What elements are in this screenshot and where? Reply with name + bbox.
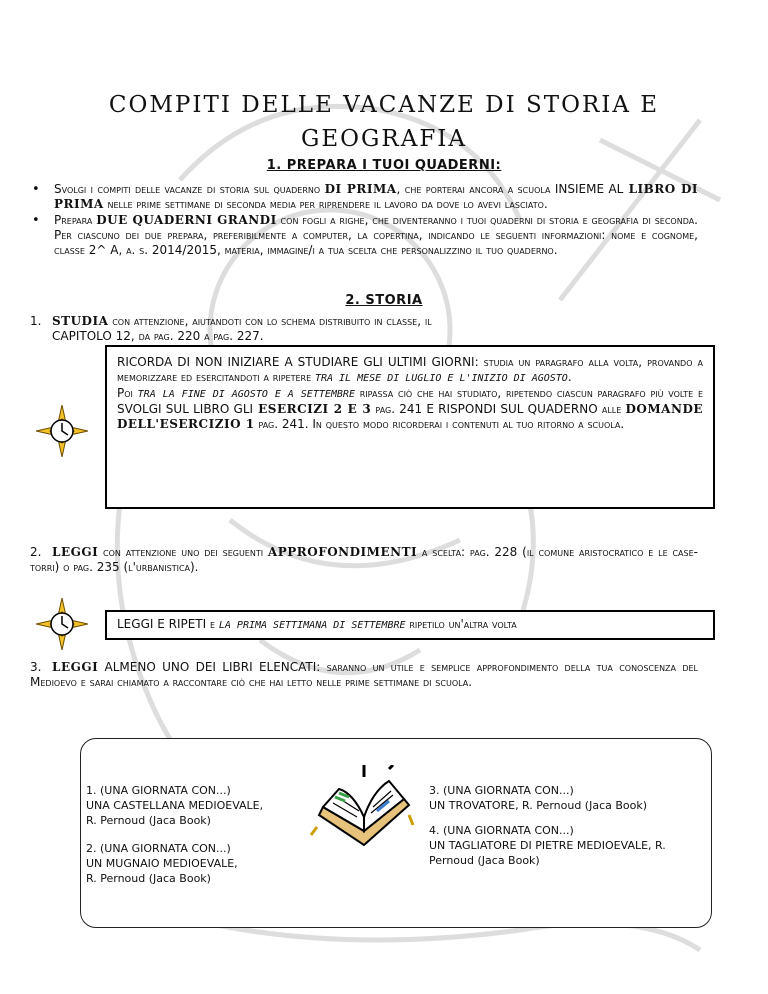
list-item: 4. (UNA GIORNATA CON...) UN TAGLIATORE DI PIETRE MEDIOEVALE, R. Pernoud (Jaca Book)	[429, 824, 666, 867]
storia-item-2: 2. LEGGI con attenzione uno dei seguenti APPROFONDIMENTI a scelta: pag. 228 (il comune aristocratico e le case-torri) o pag. 235 (l'urbanistica).	[30, 545, 698, 574]
list-item: 1. (UNA GIORNATA CON...) UNA CASTELLANA MEDIOEVALE, R. Pernoud (Jaca Book)	[86, 784, 264, 827]
section1-list	[30, 182, 698, 259]
open-book-icon	[309, 765, 419, 869]
page-title	[0, 88, 768, 156]
list-item: 2. (UNA GIORNATA CON...) UN MUGNAIO MEDIOEVALE, R. Pernoud (Jaca Book)	[86, 842, 238, 885]
section2-heading: 2. STORIA	[345, 293, 423, 308]
title-line-1: COMPITI DELLE VACANZE DI STORIA E	[108, 92, 660, 118]
title-line-2: GEOGRAFIA	[301, 126, 467, 152]
section1-heading: 1. PREPARA I TUOI QUADERNI:	[266, 158, 502, 173]
storia-item-3: 3. LEGGI ALMENO UNO DEI LIBRI ELENCATI: saranno un utile e semplice approfondimento della tua conoscenza del Medioevo e sarai chiamato a raccontare ciò che hai letto nelle prime settimane di scuola.	[30, 660, 699, 689]
list-item: • Svolgi i compiti delle vacanze di storia sul quaderno DI PRIMA, che porterai ancora a scuola INSIEME AL LIBRO DI PRIMA nelle prime settimane di seconda media per riprendere il lavoro da dove lo avevi lasciato.	[30, 182, 698, 212]
reminder-box: RICORDA DI NON INIZIARE A STUDIARE GLI ULTIMI GIORNI: studia un paragrafo alla volta, provando a memorizzare ed esercitandoti a ripetere TRA IL MESE DI LUGLIO E L'INIZIO DI AGOSTO. Poi TRA LA FINE DI AGOSTO E A SETTEMBRE ripassa ciò che hai studiato, ripetendo ciascun paragrafo più volte e SVOLGI SUL LIBRO GLI ESERCIZI 2 E 3 pag. 241 E RISPONDI SUL QUADERNO alle DOMANDE DELL'ESERCIZIO 1 pag. 241. In questo modo ricorderai i contenuti al tuo ritorno a scuola.	[105, 345, 715, 509]
book-list-box	[80, 738, 712, 928]
clock-icon	[36, 405, 88, 457]
repeat-box: LEGGI E RIPETI e LA PRIMA SETTIMANA DI SETTEMBRE ripetilo un'altra volta	[105, 610, 715, 640]
storia-item-1: 1. STUDIA con attenzione, aiutandoti con lo schema distribuito in classe, il CAPITOLO 12, da pag. 220 a pag. 227.	[30, 314, 432, 343]
list-item: 3. (UNA GIORNATA CON...) UN TROVATORE, R. Pernoud (Jaca Book)	[429, 784, 648, 812]
list-item: • Prepara DUE QUADERNI GRANDI con fogli a righe, che diventeranno i tuoi quaderni di storia e geografia di seconda. Per ciascuno dei due prepara, preferibilmente a computer, la copertina, indicando le seguenti informazioni: nome e cognome, classe 2^ A, a. s. 2014/2015, materia, immagine/i a tua scelta che personalizzino il tuo quaderno.	[30, 213, 698, 258]
clock-icon	[36, 598, 88, 650]
